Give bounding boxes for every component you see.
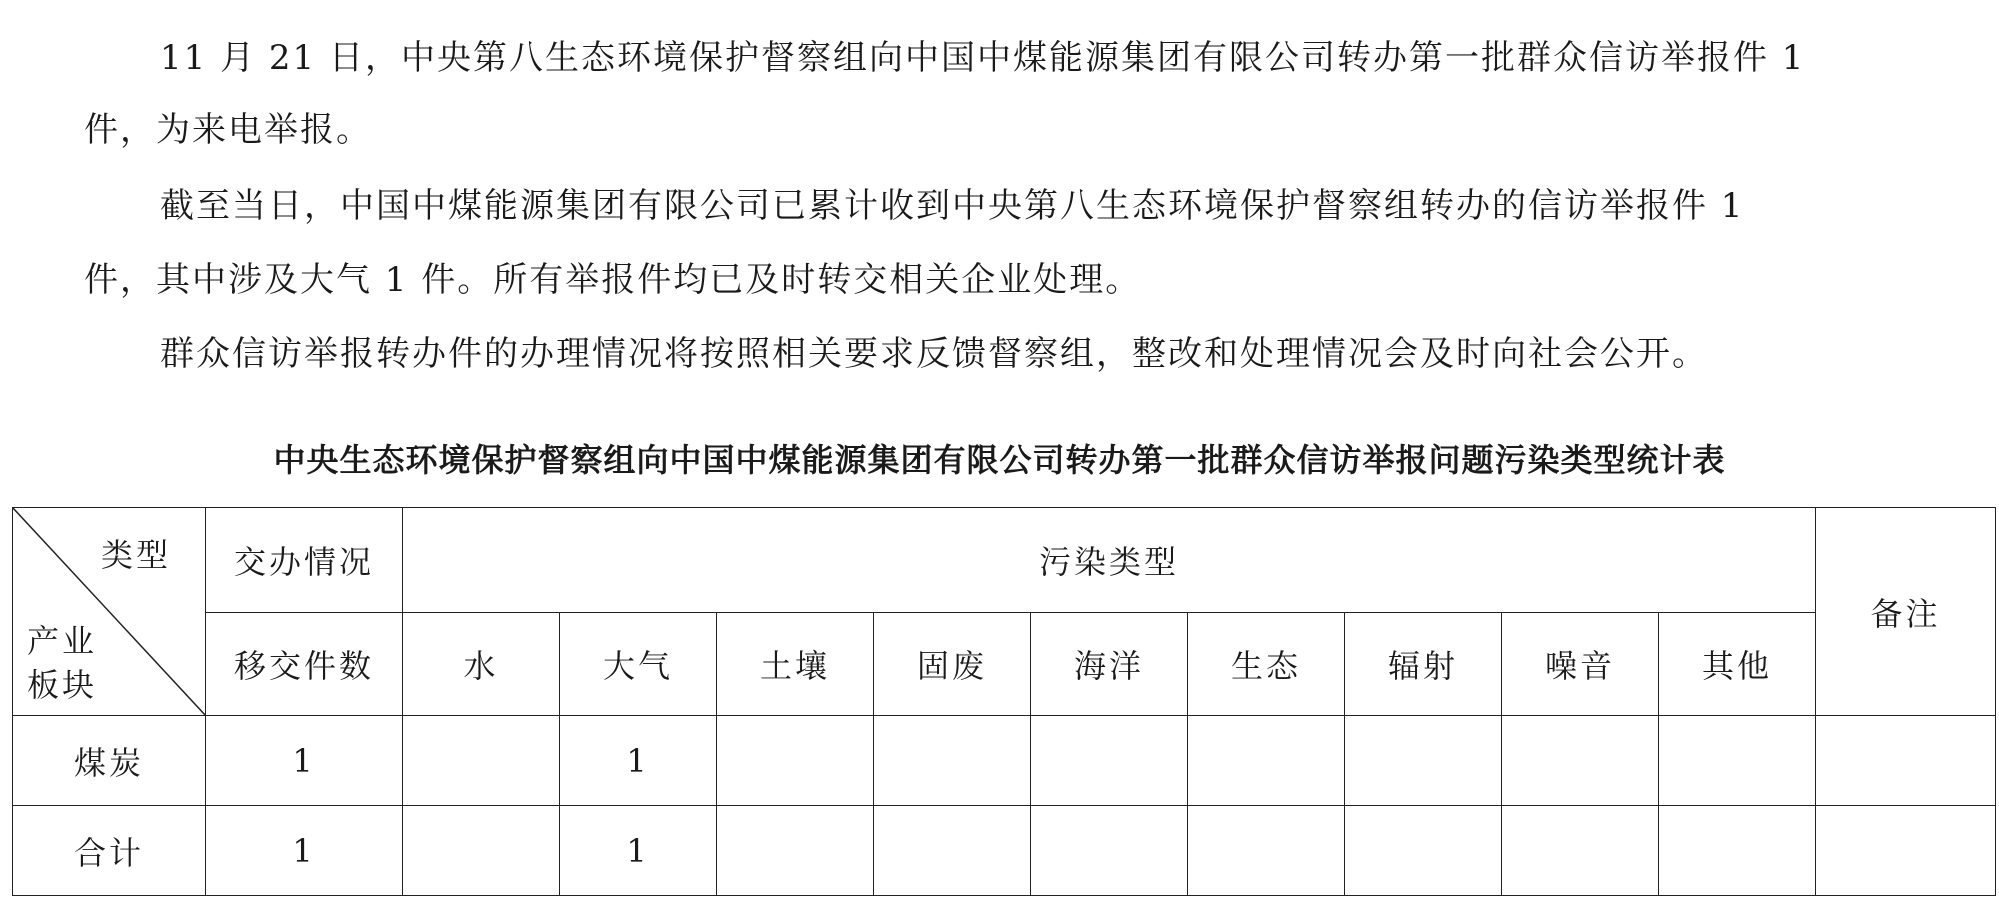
paragraph-1-line-2: 件，为来电举报。 [84, 110, 372, 150]
cell-remark [1816, 806, 1996, 896]
cell-ocean [1031, 806, 1188, 896]
header-remark: 备注 [1816, 508, 1996, 716]
row-sector: 煤炭 [13, 716, 206, 806]
paragraph-2-line-1: 截至当日，中国中煤能源集团有限公司已累计收到中央第八生态环境保护督察组转办的信访举报件 1 [160, 186, 1745, 226]
header-pollution-solid-waste: 固废 [874, 613, 1031, 716]
cell-noise [1502, 716, 1659, 806]
cell-solid-waste [874, 716, 1031, 806]
table-row [13, 716, 1996, 806]
header-pollution-type: 污染类型 [403, 508, 1816, 613]
cell-ecology [1188, 716, 1345, 806]
cell-air: 1 [560, 806, 717, 896]
cell-soil [717, 806, 874, 896]
cell-water [403, 806, 560, 896]
row-sector: 合计 [13, 806, 206, 896]
cell-other [1659, 806, 1816, 896]
header-pollution-radiation: 辐射 [1345, 613, 1502, 716]
header-transfer-count: 移交件数 [206, 613, 403, 716]
cell-ocean [1031, 716, 1188, 806]
cell-soil [717, 716, 874, 806]
cell-radiation [1345, 806, 1502, 896]
row-count: 1 [206, 806, 403, 896]
header-pollution-water: 水 [403, 613, 560, 716]
paragraph-1-line-1: 11 月 21 日，中央第八生态环境保护督察组向中国中煤能源集团有限公司转办第一批群众信访举报件 1 [160, 38, 1806, 78]
cell-other [1659, 716, 1816, 806]
header-pollution-soil: 土壤 [717, 613, 874, 716]
corner-label-type: 类型 [100, 536, 171, 574]
header-pollution-noise: 噪音 [1502, 613, 1659, 716]
row-count: 1 [206, 716, 403, 806]
cell-air: 1 [560, 716, 717, 806]
corner-label-sector: 产业板块 [27, 622, 98, 704]
header-assign: 交办情况 [206, 508, 403, 613]
paragraph-3: 群众信访举报转办件的办理情况将按照相关要求反馈督察组，整改和处理情况会及时向社会公开。 [160, 334, 1708, 374]
header-pollution-ocean: 海洋 [1031, 613, 1188, 716]
header-pollution-other: 其他 [1659, 613, 1816, 716]
table-title: 中央生态环境保护督察组向中国中煤能源集团有限公司转办第一批群众信访举报问题污染类型统计表 [273, 441, 1726, 479]
header-pollution-ecology: 生态 [1188, 613, 1345, 716]
cell-radiation [1345, 716, 1502, 806]
header-pollution-air: 大气 [560, 613, 717, 716]
cell-solid-waste [874, 806, 1031, 896]
cell-noise [1502, 806, 1659, 896]
corner-header-cell [13, 508, 206, 716]
cell-ecology [1188, 806, 1345, 896]
cell-water [403, 716, 560, 806]
paragraph-2-line-2: 件，其中涉及大气 1 件。所有举报件均已及时转交相关企业处理。 [84, 260, 1142, 300]
cell-remark [1816, 716, 1996, 806]
pollution-type-table [12, 507, 1996, 896]
table-row [13, 806, 1996, 896]
